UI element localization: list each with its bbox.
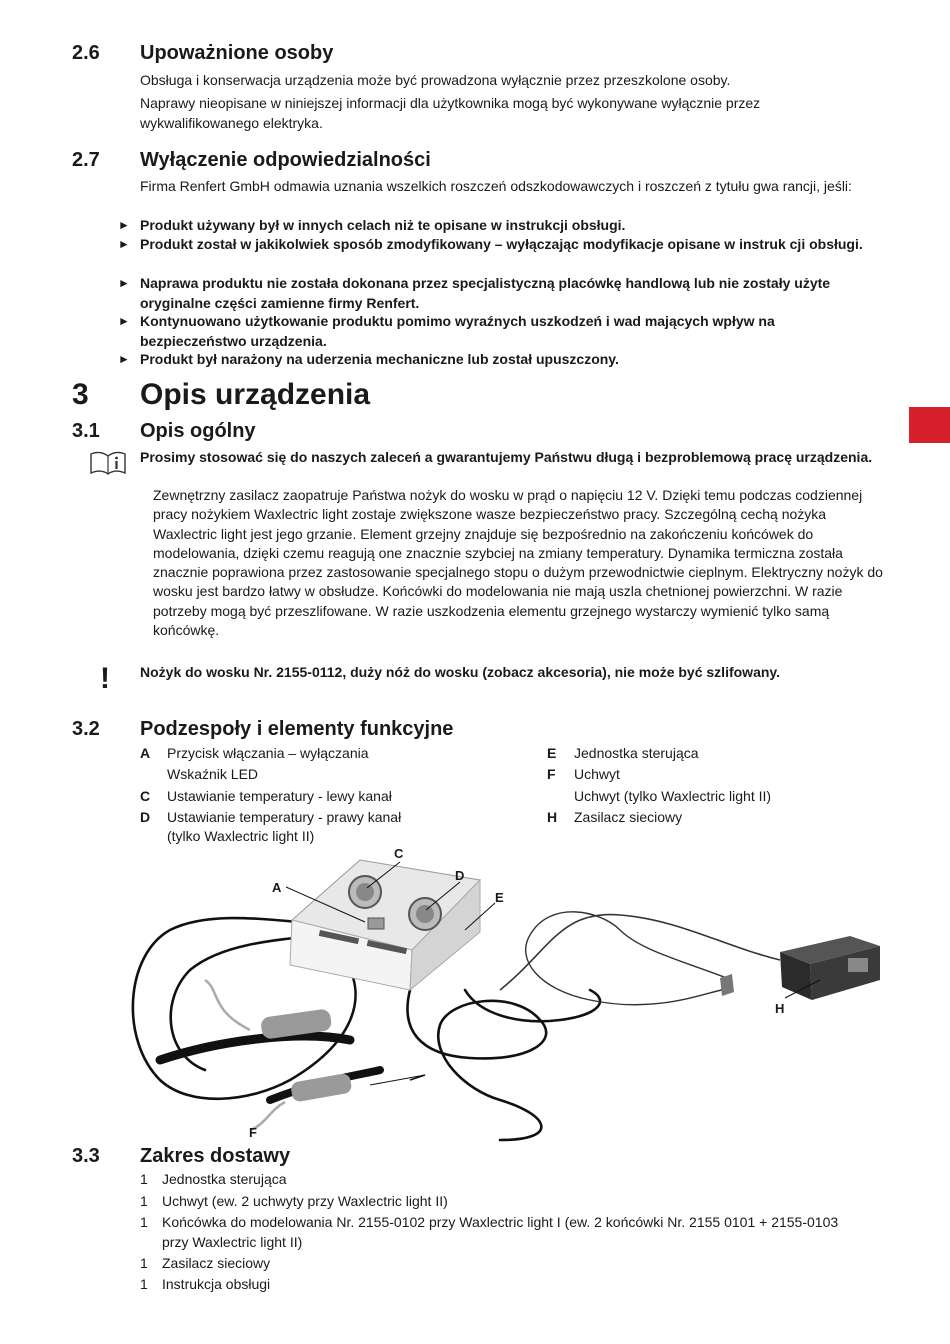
warning-text: Nożyk do wosku Nr. 2155-0112, duży nóż do wosku (zobacz akcesoria), nie może być szlifowany.: [140, 664, 781, 680]
bullet-text: Naprawa produktu nie została dokonana przez specjalistyczną placówkę handlową lub nie zostały użyte oryginalne części zamienne firmy Renfert.: [140, 275, 831, 311]
component-desc: Uchwyt (tylko Waxlectric light II): [574, 788, 772, 804]
section-title-2-6: Upoważnione osoby: [140, 42, 334, 64]
bullet-text: Produkt używany był w innych celach niż te opisane w instrukcji obsługi.: [140, 217, 626, 233]
component-list-left: [140, 743, 520, 843]
delivery-text: Uchwyt (ew. 2 uchwyty przy Waxlectric light II): [162, 1193, 448, 1209]
chapter-tab-marker: [909, 407, 950, 443]
description-body: Zewnętrzny zasilacz zaopatruje Państwa nożyk do wosku w prąd o napięciu 12 V. Dzięki temu podczas codziennej pracy nożykiem Waxlectric light zostaje zwiększone wasze bezpieczeństwo pracy. Szczególną cechą nożyka Waxlectric light jest jego grzanie. Element grzejny znajduje się bezpośrednio na zakończeniu końcówek do modelowania, dzięki czemu reagują one znacznie szybciej na zmiany temperatury. Dynamika termiczna została znacznie poprawiona przez zastosowanie specjalnego stopu o dużym przewodnictwie cieplnym. Elektryczny nożyk do wosku jest bardzo łatwy w obsłudze. Końcówki do modelowania nie mają uszla chetnionej powierzchni. W razie potrzeby mogą być przeszlifowane. W razie uszkodzenia elementu grzejnego wystarczy wymienić tylko samą końcówkę.: [153, 487, 883, 639]
delivery-item: [140, 1274, 860, 1294]
component-key: C: [140, 788, 151, 804]
paragraph-2-6-2: Naprawy nieopisane w niniejszej informacji dla użytkownika mogą być wykonywane wyłącznie przez wykwalifikowanego elektryka.: [140, 95, 761, 131]
note-text: Prosimy stosować się do naszych zaleceń a gwarantujemy Państwu długą i bezproblemową pracę urządzenia.: [140, 449, 873, 465]
control-unit: [290, 860, 480, 990]
delivery-qty: 1: [140, 1255, 148, 1271]
component-key: E: [547, 745, 557, 761]
book-info-icon: [88, 450, 128, 476]
delivery-item: [140, 1169, 860, 1189]
figure-label-e: E: [495, 890, 504, 905]
chapter-title: Opis urządzenia: [140, 378, 371, 411]
paragraph-2-7-intro: Firma Renfert GmbH odmawia uznania wszelkich roszczeń odszkodowawczych i roszczeń z tytułu gwa rancji, jeśli:: [140, 178, 852, 194]
section-title-3-2: Podzespoły i elementy funkcyjne: [140, 718, 454, 740]
component-key: A: [140, 745, 151, 761]
delivery-qty: 1: [140, 1193, 148, 1209]
section-title-3-3: Zakres dostawy: [140, 1145, 291, 1167]
delivery-qty: 1: [140, 1214, 148, 1230]
exclamation-icon: !: [100, 662, 110, 695]
section-number-3-2: 3.2: [72, 718, 100, 740]
bullet-text: Produkt został w jakikolwiek sposób zmodyfikowany – wyłączając modyfikacje opisane w instruk cji obsługi.: [140, 236, 863, 252]
component-list-right: [547, 743, 867, 833]
figure-label-c: C: [394, 846, 404, 861]
figure-label-d: D: [455, 868, 465, 883]
component-key: H: [547, 809, 558, 825]
delivery-item: [140, 1212, 860, 1252]
component-desc: Jednostka sterująca: [574, 745, 699, 761]
bullet-text: Kontynuowano użytkowanie produktu pomimo wyraźnych uszkodzeń i wad mających wpływ na bezpieczeństwo urządzenia.: [140, 313, 775, 349]
component-desc: Ustawianie temperatury - prawy kanał: [167, 809, 402, 825]
delivery-qty: 1: [140, 1171, 148, 1187]
section-title-2-7: Wyłączenie odpowiedzialności: [140, 149, 431, 171]
triangle-right-icon: ►: [118, 237, 130, 251]
delivery-text: Instrukcja obsługi: [162, 1276, 271, 1292]
component-desc: (tylko Waxlectric light II): [167, 828, 315, 844]
delivery-text: Końcówka do modelowania Nr. 2155-0102 przy Waxlectric light I (ew. 2 końcówki Nr. 2155 0101 + 2155-0103 przy Waxlectric light II): [162, 1214, 839, 1250]
section-title-3-1: Opis ogólny: [140, 420, 256, 442]
paragraph-2-6-1: Obsługa i konserwacja urządzenia może być prowadzona wyłącznie przez przeszkolone osoby.: [140, 72, 731, 88]
figure-label-h: H: [775, 1001, 785, 1016]
chapter-number: 3: [72, 378, 89, 411]
figure-label-f: F: [249, 1125, 257, 1140]
handpieces: [160, 980, 425, 1130]
section-number-3-1: 3.1: [72, 420, 100, 442]
triangle-right-icon: ►: [118, 352, 130, 366]
triangle-right-icon: ►: [118, 314, 130, 328]
device-illustration: [120, 840, 900, 1150]
delivery-text: Jednostka sterująca: [162, 1171, 287, 1187]
delivery-item: [140, 1253, 860, 1273]
component-key: D: [140, 809, 151, 825]
component-desc: Zasilacz sieciowy: [574, 809, 683, 825]
component-desc: Przycisk włączania – wyłączania: [167, 745, 369, 761]
triangle-right-icon: ►: [118, 218, 130, 232]
figure-label-a: A: [272, 880, 282, 895]
section-number-2-6: 2.6: [72, 42, 100, 64]
delivery-item: [140, 1191, 860, 1211]
component-desc: Ustawianie temperatury - lewy kanał: [167, 788, 392, 804]
delivery-text: Zasilacz sieciowy: [162, 1255, 271, 1271]
bullet-text: Produkt był narażony na uderzenia mechaniczne lub został upuszczony.: [140, 351, 619, 367]
triangle-right-icon: ►: [118, 276, 130, 290]
component-desc: Wskaźnik LED: [167, 766, 259, 782]
component-desc: Uchwyt: [574, 766, 620, 782]
delivery-qty: 1: [140, 1276, 148, 1292]
section-number-2-7: 2.7: [72, 149, 100, 171]
section-number-3-3: 3.3: [72, 1145, 100, 1167]
component-key: F: [547, 766, 556, 782]
